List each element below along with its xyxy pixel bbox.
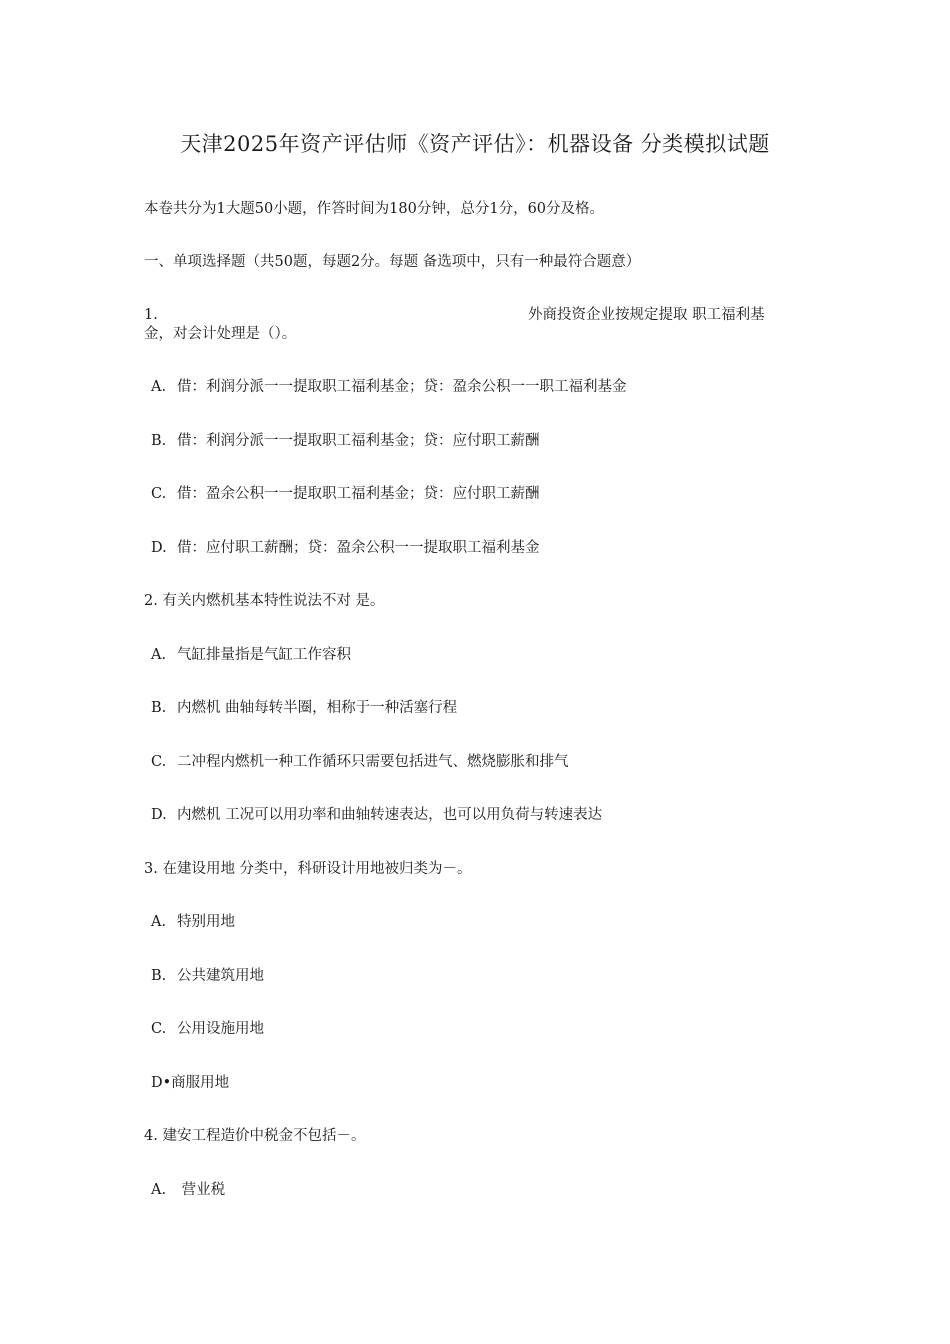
- document-title: 天津2025年资产评估师《资产评估》：机器设备 分类模拟试题: [180, 132, 770, 156]
- question-4-stem: 4. 建安工程造价中税金不包括－。: [144, 1128, 366, 1144]
- option-text: 借：利润分派一一提取职工福利基金；贷：应付职工薪酬: [177, 433, 540, 449]
- question-1-stem: 外商投资企业按规定提取 职工福利基: [528, 307, 765, 323]
- option-letter: D.: [151, 807, 167, 823]
- question-4-option-a: [151, 1180, 225, 1200]
- option-text: 借：应付职工薪酬；贷：盈余公积一一提取职工福利基金: [177, 540, 540, 556]
- question-3-stem: 3. 在建设用地 分类中，科研设计用地被归类为－。: [144, 861, 472, 877]
- question-2-option-c: [151, 752, 569, 772]
- option-letter: B.: [151, 700, 167, 716]
- option-text: 二冲程内燃机一种工作循环只需要包括进气、燃烧膨胀和排气: [177, 754, 569, 770]
- question-3-option-c: [151, 1019, 264, 1039]
- question-2-option-d: [151, 805, 602, 825]
- option-letter: A.: [151, 914, 167, 930]
- question-1-option-a: [151, 377, 627, 397]
- exam-intro: 本卷共分为1大题50小题，作答时间为180分钟，总分1分，60分及格。: [144, 201, 605, 217]
- option-text: 内燃机 工况可以用功率和曲轴转速表达，也可以用负荷与转速表达: [177, 807, 603, 823]
- option-letter: B.: [151, 968, 167, 984]
- question-2-option-b: [151, 698, 457, 718]
- option-letter: C.: [151, 754, 167, 770]
- option-letter: A.: [151, 1182, 167, 1198]
- option-letter: C.: [151, 1021, 167, 1037]
- option-text: 借：利润分派一一提取职工福利基金；贷：盈余公积一一职工福利基金: [177, 379, 627, 395]
- option-letter: D.: [151, 540, 167, 556]
- option-text: 营业税: [177, 1182, 226, 1198]
- question-1-number: 1.: [144, 307, 158, 323]
- option-text: 公用设施用地: [177, 1021, 264, 1037]
- option-text: 借：盈余公积一一提取职工福利基金；贷：应付职工薪酬: [177, 486, 540, 502]
- option-text: 气缸排量指是气缸工作容积: [177, 647, 351, 663]
- option-letter: A.: [151, 647, 167, 663]
- option-text: 特别用地: [177, 914, 235, 930]
- question-2-stem: 2. 有关内燃机基本特性说法不对 是。: [144, 593, 385, 609]
- question-1-option-b: [151, 431, 540, 451]
- question-2-option-a: [151, 645, 351, 665]
- option-letter: C.: [151, 486, 167, 502]
- option-letter: A.: [151, 379, 167, 395]
- question-1-option-d: [151, 538, 540, 558]
- question-3-option-d: D•商服用地: [151, 1075, 230, 1091]
- question-3-option-b: [151, 966, 264, 986]
- option-letter: B.: [151, 433, 167, 449]
- question-1-option-c: [151, 484, 540, 504]
- section-heading: 一、单项选择题（共50题，每题2分。每题 备选项中，只有一种最符合题意）: [144, 254, 641, 270]
- question-1-stem-continued: 金，对会计处理是（）。: [144, 326, 297, 342]
- option-text: 公共建筑用地: [177, 968, 264, 984]
- option-text: 内燃机 曲轴每转半圈，相称于一种活塞行程: [177, 700, 458, 716]
- question-3-option-a: [151, 912, 235, 932]
